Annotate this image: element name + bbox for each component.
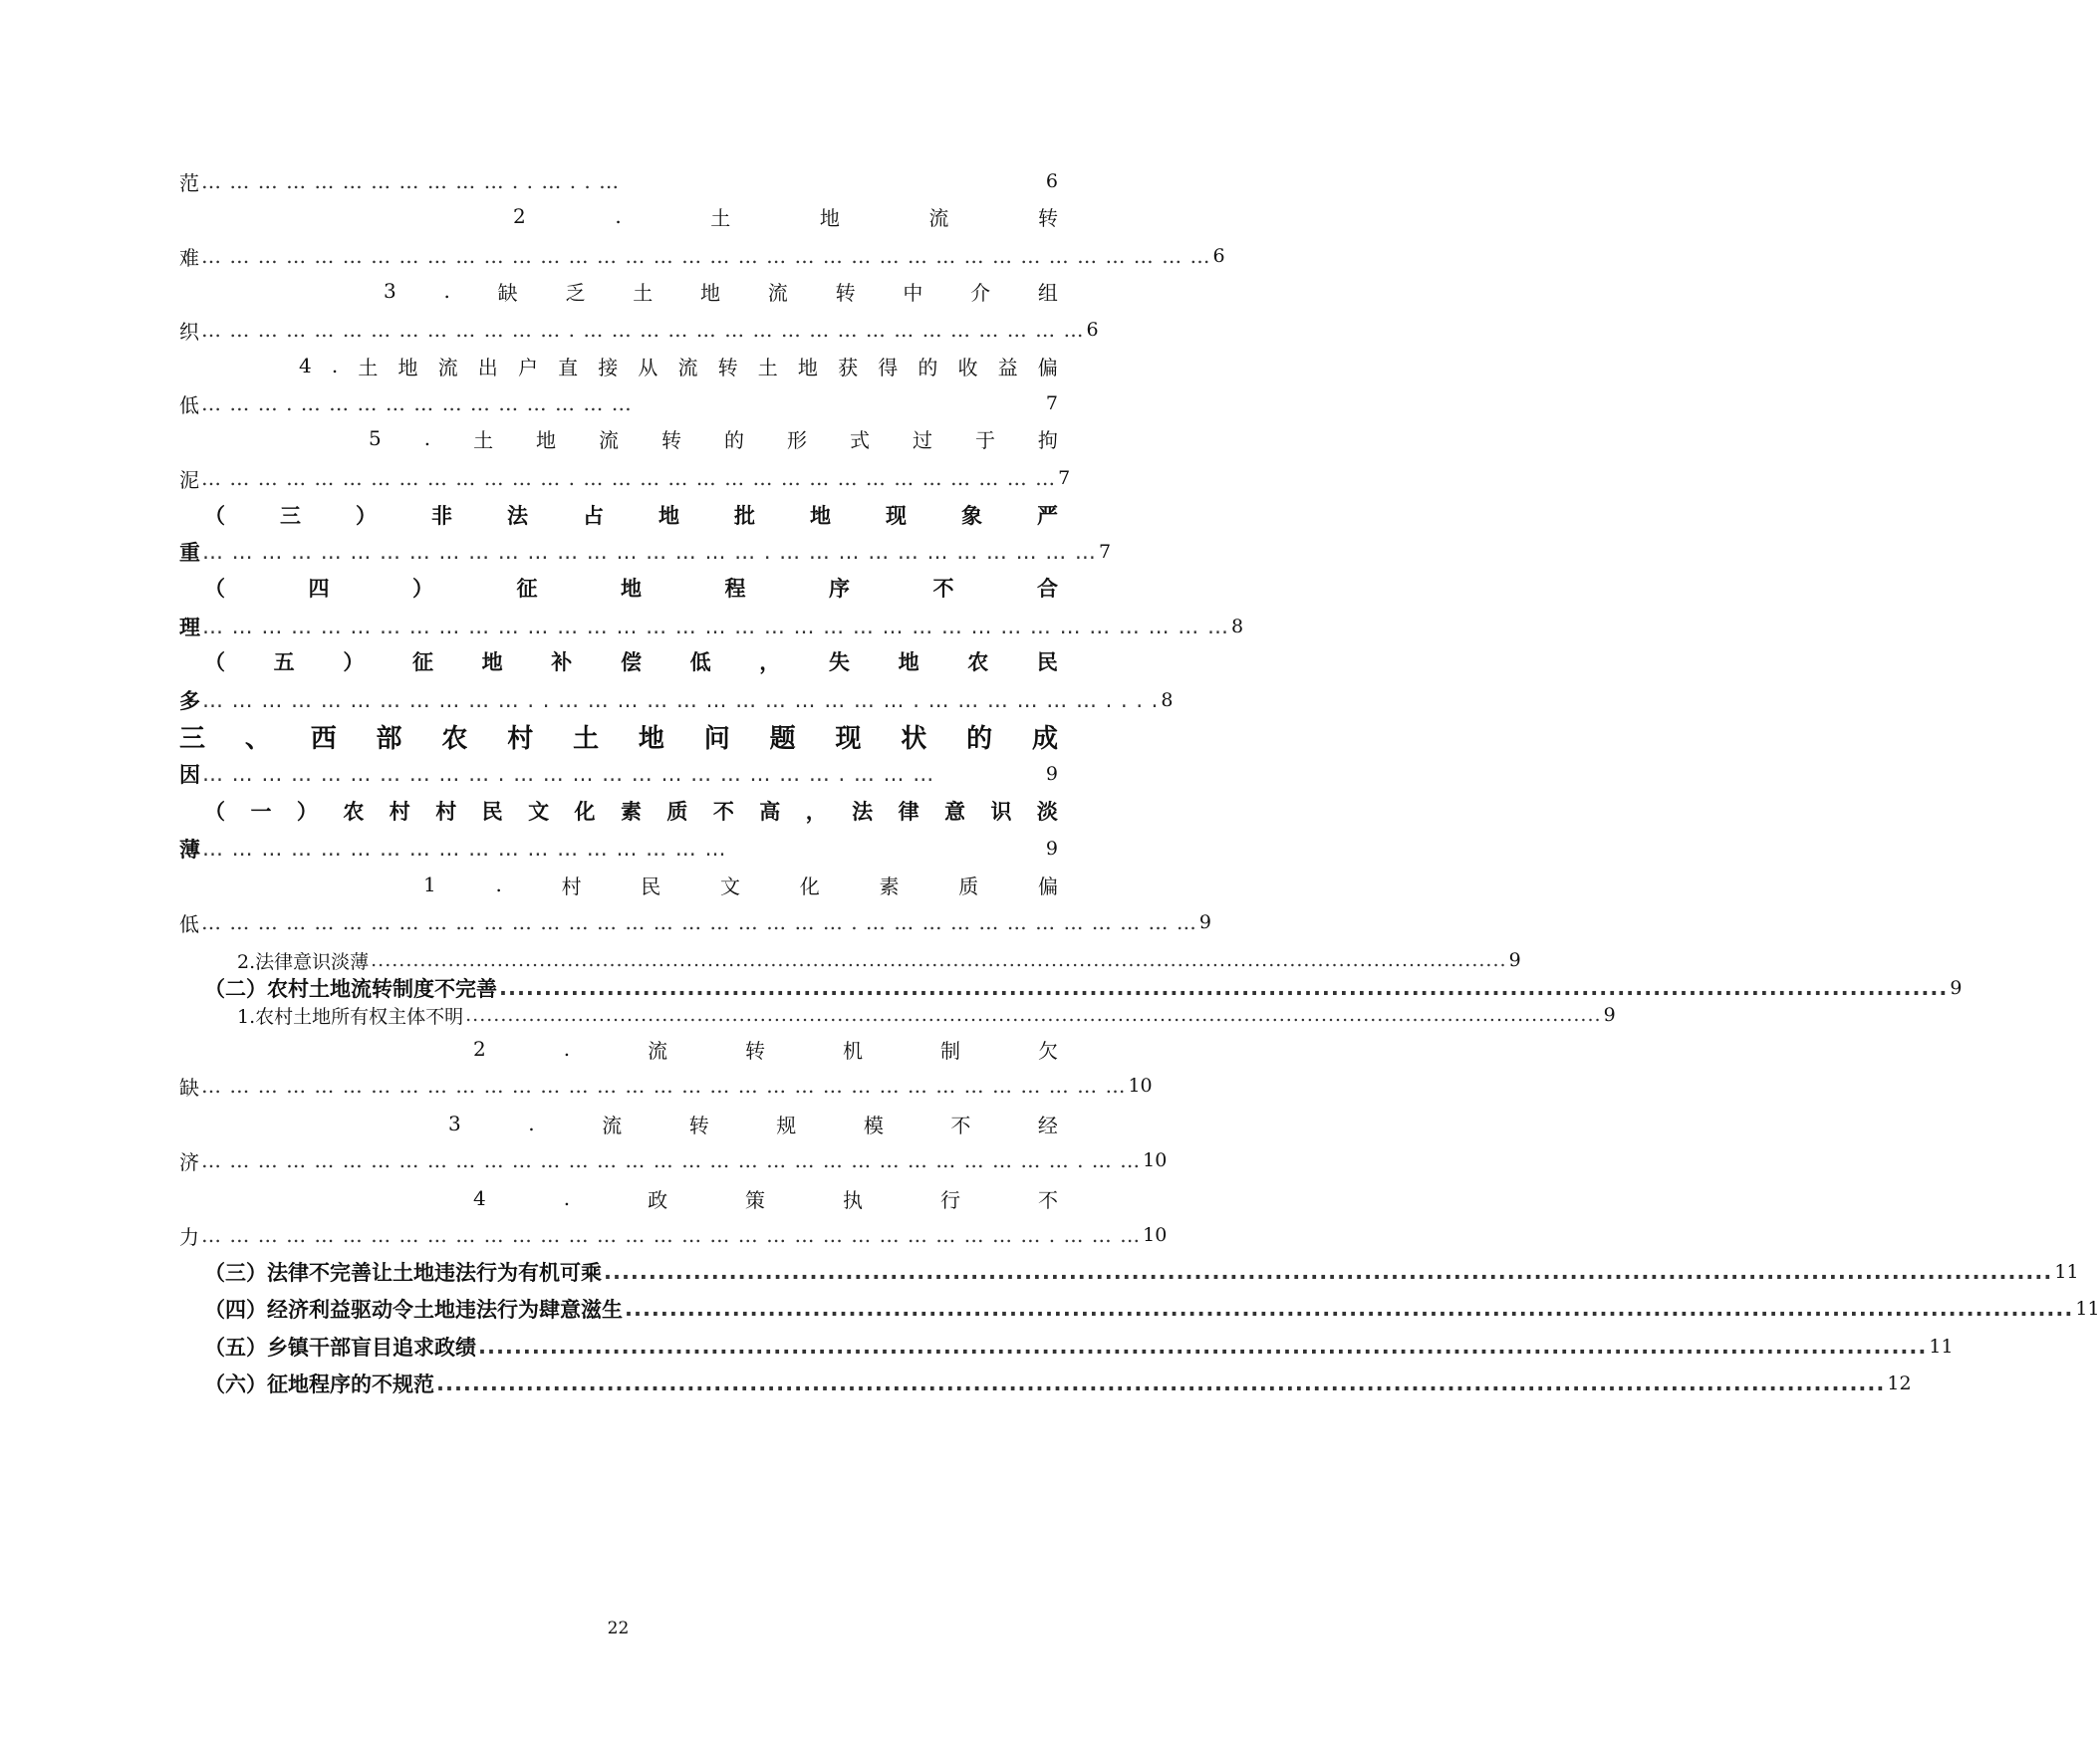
toc-page-number: 10 xyxy=(1143,1149,1168,1171)
heading-char: 执 xyxy=(843,1187,864,1212)
toc-entry-line[interactable] xyxy=(204,1255,2079,1289)
heading-char: 村 xyxy=(389,800,410,824)
heading-char: 形 xyxy=(786,427,807,452)
heading-char: 非 xyxy=(431,504,452,528)
toc-entry-title: （五）乡镇干部盲目追求政绩 xyxy=(204,1336,476,1360)
dot-leader: .................................................................................................................................................................. xyxy=(436,1372,1886,1395)
toc-page-number: 8 xyxy=(1161,689,1174,711)
toc-page-number: 6 xyxy=(1212,245,1225,267)
heading-char: 土 xyxy=(573,723,600,754)
heading-char: . xyxy=(443,279,450,303)
heading-char: 严 xyxy=(1037,504,1058,528)
heading-char: 偏 xyxy=(1037,874,1058,898)
heading-char: 化 xyxy=(799,874,820,898)
heading-char: 收 xyxy=(957,355,978,379)
heading-char: ） xyxy=(412,577,433,601)
toc-entry-line[interactable] xyxy=(179,610,1244,643)
heading-char: 高 xyxy=(759,800,781,824)
toc-heading-line xyxy=(448,1107,1058,1140)
heading-char: 欠 xyxy=(1038,1038,1058,1063)
dot-leader: … … … … … … … … … … … … … … … … … … … … … … … … … … … … … … … … … … … xyxy=(202,615,1229,638)
heading-char: 地 xyxy=(481,650,503,674)
heading-char: 地 xyxy=(797,355,818,379)
heading-char: 征 xyxy=(516,577,538,601)
toc-page-number: 6 xyxy=(1045,170,1058,192)
toc-heading-line xyxy=(204,498,1058,532)
dot-leader: .................................................................................................................................................................. xyxy=(371,949,1507,971)
heading-char: 法 xyxy=(507,504,528,528)
toc-heading-line xyxy=(204,571,1058,605)
dot-leader: … … … … … … … … … … … … … … … … … … … … … … … … … … … … … … . … … … xyxy=(201,1223,1142,1247)
heading-char: 不 xyxy=(712,800,734,824)
heading-char: 规 xyxy=(776,1113,797,1137)
heading-char: 制 xyxy=(940,1038,961,1063)
heading-char: 策 xyxy=(745,1187,766,1212)
toc-heading-line xyxy=(179,719,1058,753)
heading-char: 经 xyxy=(1037,1113,1058,1137)
heading-char: 地 xyxy=(898,650,919,674)
heading-char: 机 xyxy=(843,1038,864,1063)
heading-char: 3 xyxy=(384,279,396,303)
heading-char: 中 xyxy=(903,280,923,305)
heading-char: 文 xyxy=(528,800,550,824)
dot-leader: .................................................................................................................................................................. xyxy=(625,1297,2074,1321)
toc-entry-title: 1.农村土地所有权主体不明 xyxy=(237,1005,464,1028)
heading-char: 偿 xyxy=(620,650,642,674)
heading-char: 直 xyxy=(558,355,579,379)
heading-char: 地 xyxy=(397,355,418,379)
toc-entry-line[interactable] xyxy=(179,461,1071,495)
heading-char: 补 xyxy=(551,650,573,674)
heading-char: 序 xyxy=(829,577,850,601)
heading-char: 识 xyxy=(990,800,1012,824)
heading-char: . xyxy=(495,873,502,896)
dot-leader: … … … … … … … … … … … … … . … … … … … … … … … … … … … … … … … xyxy=(201,466,1057,490)
heading-char: 土 xyxy=(710,205,731,230)
heading-char: 转 xyxy=(661,427,682,452)
toc-entry-line[interactable] xyxy=(179,164,1058,198)
dot-leader: … … … … … … … … … … … . . … … … … … … … … … … … … . … … … … … … . . . . xyxy=(202,688,1160,712)
heading-char: 得 xyxy=(878,355,899,379)
heading-char: 流 xyxy=(677,355,698,379)
heading-char: 一 xyxy=(250,800,272,824)
heading-char: （ xyxy=(204,577,225,601)
heading-char: 淡 xyxy=(1036,800,1058,824)
toc-entry-title: 低 xyxy=(179,392,199,417)
toc-heading-line xyxy=(513,199,1058,233)
heading-char: 农 xyxy=(441,723,468,754)
toc-page-number: 9 xyxy=(1045,763,1058,785)
heading-char: . xyxy=(615,204,622,228)
heading-char: 法 xyxy=(852,800,874,824)
dot-leader: .................................................................................................................................................................. xyxy=(499,976,1949,1000)
toc-entry-line[interactable] xyxy=(204,1330,1954,1364)
heading-char: 缺 xyxy=(497,280,518,305)
toc-page-number: 7 xyxy=(1045,392,1058,414)
dot-leader: … … … … … … … … … … … … … … … … … … … . … … … … … … … … … … … xyxy=(202,540,1097,564)
toc-entry-line[interactable] xyxy=(179,1069,1153,1103)
toc-entry-title: 难 xyxy=(179,245,199,270)
heading-char: . xyxy=(563,1037,571,1061)
toc-entry-title: 重 xyxy=(179,541,200,565)
dot-leader: … … … … … … … … … … … … … … … … … … … … … … … . … … … … … … … … … … … … xyxy=(201,910,1197,934)
heading-char: 地 xyxy=(638,723,664,754)
dot-leader: … … … … … … … … … … … . . … . . … xyxy=(201,169,621,193)
dot-leader: .................................................................................................................................................................. xyxy=(465,1004,1602,1026)
heading-char: 状 xyxy=(901,723,927,754)
heading-char: 四 xyxy=(308,577,330,601)
toc-entry-title: 济 xyxy=(179,1149,199,1174)
heading-char: . xyxy=(528,1112,535,1135)
toc-heading-line xyxy=(369,421,1058,455)
heading-char: 民 xyxy=(1036,650,1058,674)
heading-char: 地 xyxy=(658,504,679,528)
toc-page-number: 7 xyxy=(1098,541,1112,563)
heading-char: . xyxy=(331,354,339,377)
toc-entry-title: （四）经济利益驱动令土地违法行为肆意滋生 xyxy=(204,1298,623,1322)
toc-heading-line xyxy=(204,644,1058,678)
dot-leader: … … … … … … … … … … … … … … … … … … xyxy=(202,837,727,861)
heading-char: 于 xyxy=(974,427,995,452)
heading-char: 组 xyxy=(1037,280,1058,305)
toc-entry-line[interactable] xyxy=(179,386,1058,420)
toc-page-number: 6 xyxy=(1086,319,1099,341)
heading-char: 失 xyxy=(828,650,850,674)
heading-char: （ xyxy=(204,504,225,528)
heading-char: 地 xyxy=(819,205,840,230)
heading-char: 质 xyxy=(958,874,979,898)
dot-leader: … … … … … … … … … … … … … … … … … … … … … … … … … … … … … … … . … … xyxy=(201,1148,1142,1172)
heading-char: 征 xyxy=(411,650,433,674)
heading-char: 介 xyxy=(970,280,991,305)
toc-page-number: 9 xyxy=(1198,911,1211,933)
heading-char: （ xyxy=(204,650,225,674)
heading-char: 质 xyxy=(666,800,688,824)
heading-char: 批 xyxy=(734,504,755,528)
heading-char: 意 xyxy=(944,800,965,824)
toc-entry-title: 泥 xyxy=(179,467,199,492)
heading-char: 地 xyxy=(536,427,557,452)
toc-entry-line[interactable] xyxy=(237,998,1616,1032)
heading-char: 低 xyxy=(689,650,711,674)
toc-entry-line[interactable] xyxy=(204,1292,2100,1326)
toc-entry-line[interactable] xyxy=(179,757,1058,791)
toc-entry-title: 理 xyxy=(179,616,200,639)
toc-entry-line[interactable] xyxy=(204,1367,1912,1400)
heading-char: 获 xyxy=(838,355,859,379)
heading-char: . xyxy=(423,426,431,450)
heading-char: 占 xyxy=(583,504,604,528)
heading-char: 2 xyxy=(473,1037,486,1061)
heading-char: 三 xyxy=(179,723,206,754)
toc-entry-line[interactable] xyxy=(179,683,1174,717)
toc-entry-title: 2.法律意识淡薄 xyxy=(237,950,370,973)
toc-entry-title: 范 xyxy=(179,170,199,195)
toc-page-number: 9 xyxy=(1508,949,1521,971)
heading-char: ） xyxy=(296,800,318,824)
toc-page-number: 11 xyxy=(1929,1336,1954,1358)
dot-leader: … … … … … … … … … … … … … … … … … … … … … … … … … … … … … … … … … xyxy=(201,1074,1127,1098)
heading-char: 不 xyxy=(950,1113,971,1137)
heading-char: 3 xyxy=(448,1112,461,1135)
dot-leader: … … … … … … … … … … … … … … … … … … … … … … … … … … … … … … … … … … … … xyxy=(201,244,1211,268)
toc-page-number: 8 xyxy=(1230,616,1244,637)
heading-char: 现 xyxy=(886,504,907,528)
heading-char: 地 xyxy=(700,280,720,305)
toc-entry-title: （二）农村土地流转制度不完善 xyxy=(204,977,497,1001)
heading-char: 2 xyxy=(513,204,526,228)
toc-entry-title: 低 xyxy=(179,911,199,936)
dot-leader: .................................................................................................................................................................. xyxy=(604,1260,2053,1284)
toc-heading-line xyxy=(423,868,1058,901)
heading-char: 题 xyxy=(769,723,796,754)
heading-char: 土 xyxy=(358,355,379,379)
toc-page-number: 9 xyxy=(1950,977,1963,999)
heading-char: 三 xyxy=(280,504,301,528)
page-number: 22 xyxy=(607,1619,630,1638)
heading-char: 5 xyxy=(369,426,382,450)
heading-char: . xyxy=(563,1186,571,1210)
heading-char: 农 xyxy=(967,650,989,674)
toc-entry-title: 力 xyxy=(179,1224,199,1249)
heading-char: 出 xyxy=(477,355,498,379)
heading-char: 土 xyxy=(473,427,494,452)
toc-entry-title: 多 xyxy=(179,689,200,713)
toc-entry-line[interactable] xyxy=(179,1143,1168,1177)
heading-char: 问 xyxy=(703,723,730,754)
toc-heading-line xyxy=(204,794,1058,828)
toc-page-number: 7 xyxy=(1058,467,1071,489)
heading-char: 转 xyxy=(717,355,738,379)
heading-char: 政 xyxy=(648,1187,668,1212)
heading-char: 乏 xyxy=(565,280,586,305)
heading-char: 从 xyxy=(638,355,658,379)
toc-entry-line[interactable] xyxy=(179,1218,1168,1252)
heading-char: 土 xyxy=(633,280,654,305)
toc-entry-title: 薄 xyxy=(179,838,200,862)
heading-char: 不 xyxy=(1038,1187,1058,1212)
heading-char: 4 xyxy=(473,1186,486,1210)
toc-entry-title: （三）法律不完善让土地违法行为有机可乘 xyxy=(204,1261,602,1285)
dot-leader: … … … … … … … … … … … … … . … … … … … … … … … … … … … … … … … … xyxy=(201,318,1085,342)
heading-char: 现 xyxy=(835,723,862,754)
dot-leader: .................................................................................................................................................................. xyxy=(478,1335,1928,1359)
dot-leader: … … … . … … … … … … … … … … … … xyxy=(201,391,633,415)
heading-char: 地 xyxy=(810,504,831,528)
heading-char: 村 xyxy=(435,800,457,824)
toc-heading-line xyxy=(473,1181,1058,1215)
heading-char: 流 xyxy=(602,1113,623,1137)
toc-entry-title: 织 xyxy=(179,319,199,344)
toc-page-number: 9 xyxy=(1045,838,1058,860)
heading-char: （ xyxy=(204,800,225,824)
heading-char: 民 xyxy=(481,800,503,824)
heading-char: 村 xyxy=(507,723,534,754)
heading-char: 程 xyxy=(724,577,746,601)
heading-char: 成 xyxy=(1031,723,1058,754)
heading-char: 村 xyxy=(561,874,582,898)
heading-char: 益 xyxy=(997,355,1018,379)
toc-heading-line xyxy=(473,1032,1058,1066)
toc-entry-title: 因 xyxy=(179,763,200,787)
heading-char: 拘 xyxy=(1037,427,1058,452)
heading-char: 模 xyxy=(863,1113,884,1137)
heading-char: 西 xyxy=(310,723,337,754)
toc-page-number: 10 xyxy=(1128,1075,1153,1097)
heading-char: 五 xyxy=(273,650,295,674)
heading-char: 土 xyxy=(757,355,778,379)
toc-entry-title: （六）征地程序的不规范 xyxy=(204,1373,434,1396)
heading-char: 的 xyxy=(918,355,938,379)
toc-heading-line xyxy=(299,349,1058,382)
heading-char: 、 xyxy=(244,723,271,754)
heading-char: 转 xyxy=(745,1038,766,1063)
heading-char: 4 xyxy=(299,354,312,377)
heading-char: 的 xyxy=(966,723,993,754)
toc-page-number: 11 xyxy=(2075,1298,2100,1320)
toc-entry-line[interactable] xyxy=(179,313,1099,347)
heading-char: ） xyxy=(356,504,377,528)
heading-char: 1 xyxy=(423,873,436,896)
heading-char: 素 xyxy=(879,874,900,898)
toc-entry-line[interactable] xyxy=(179,535,1112,569)
heading-char: 转 xyxy=(1037,205,1058,230)
heading-char: 象 xyxy=(961,504,982,528)
heading-char: 部 xyxy=(376,723,402,754)
heading-char: 流 xyxy=(767,280,788,305)
heading-char: 民 xyxy=(641,874,661,898)
heading-char: 律 xyxy=(898,800,919,824)
heading-char: 户 xyxy=(517,355,538,379)
heading-char: 式 xyxy=(849,427,870,452)
toc-page-number: 9 xyxy=(1603,1004,1616,1026)
toc-page-number: 12 xyxy=(1887,1373,1912,1394)
heading-char: 流 xyxy=(648,1038,668,1063)
heading-char: ， xyxy=(805,800,827,824)
heading-char: 的 xyxy=(724,427,744,452)
toc-entry-title: 缺 xyxy=(179,1075,199,1100)
heading-char: 合 xyxy=(1037,577,1058,601)
toc-entry-line[interactable] xyxy=(179,239,1225,273)
heading-char: 化 xyxy=(574,800,596,824)
heading-char: 素 xyxy=(620,800,642,824)
heading-char: 不 xyxy=(932,577,954,601)
heading-char: 接 xyxy=(598,355,619,379)
heading-char: 行 xyxy=(940,1187,961,1212)
dot-leader: … … … … … … … … … … . … … … … … … … … … … … . … … … xyxy=(202,762,935,786)
heading-char: ） xyxy=(343,650,365,674)
heading-char: 流 xyxy=(437,355,458,379)
heading-char: 地 xyxy=(621,577,642,601)
heading-char: 文 xyxy=(720,874,741,898)
toc-page-number: 10 xyxy=(1143,1224,1168,1246)
heading-char: 偏 xyxy=(1037,355,1058,379)
toc-entry-line[interactable] xyxy=(179,832,1058,866)
heading-char: 流 xyxy=(599,427,620,452)
toc-page-number: 11 xyxy=(2054,1261,2079,1283)
heading-char: ， xyxy=(759,650,781,674)
heading-char: 转 xyxy=(688,1113,709,1137)
toc-entry-line[interactable] xyxy=(179,905,1211,939)
heading-char: 转 xyxy=(835,280,856,305)
toc-heading-line xyxy=(384,274,1058,308)
heading-char: 流 xyxy=(928,205,949,230)
heading-char: 过 xyxy=(912,427,932,452)
heading-char: 农 xyxy=(343,800,365,824)
